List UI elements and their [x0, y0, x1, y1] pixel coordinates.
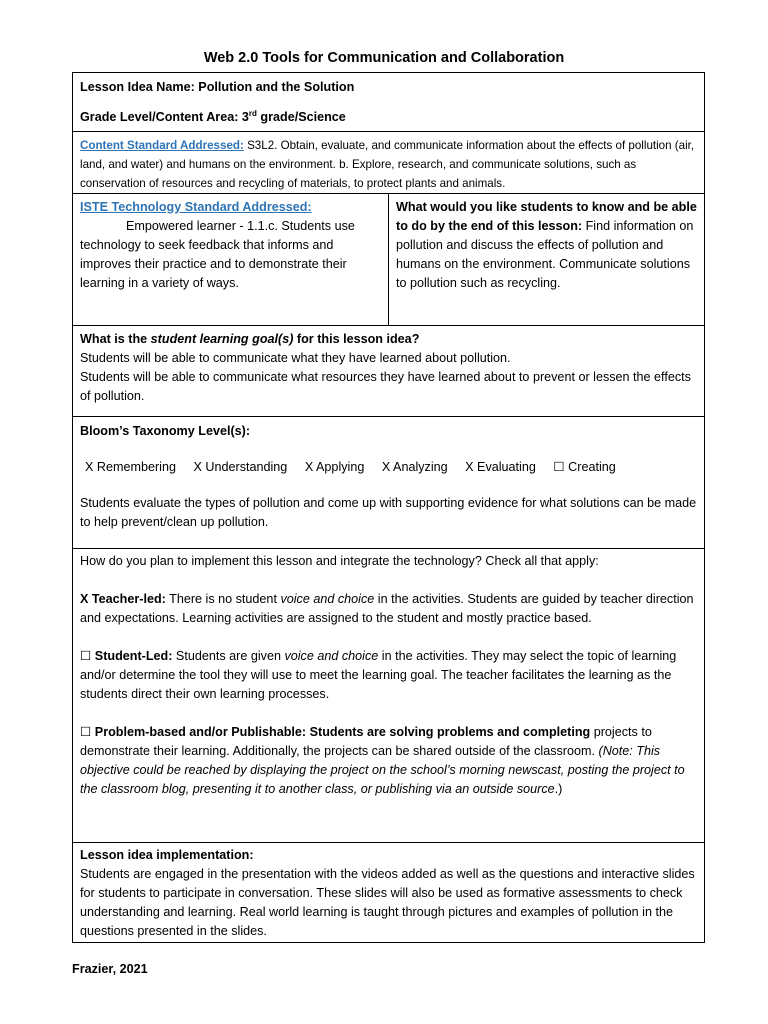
know-text: Find information on pollution and discuss the effects of pollution and humans on the environment. Communicate solutions to pollution such as recycling.: [396, 219, 694, 290]
problem-based-option: ☐ Problem-based and/or Publishable: Students are solving problems and completing projects to demonstrate their learning. Additionally, the projects can be shared outside of the classroom. (Note: This objective could be reached by displaying the project on the school’s morning newscast, posting the project to the classroom blog, presenting it to another class, or publishing via an outside source.): [80, 725, 685, 796]
content-standard-text: S3L2. Obtain, evaluate, and communicate information about the effects of pollution (air, land, and water) and humans on the environment. b. Explore, research, and communicate solutions, such as conservation of resources and recycling of materials, to protect plants and animals.: [80, 139, 695, 190]
implementation-label: Lesson idea implementation:: [80, 848, 254, 862]
blooms-description: Students evaluate the types of pollution and come up with supporting evidence for what solutions can be made to help prevent/clean up pollution.: [80, 496, 697, 529]
document-title: Web 2.0 Tools for Communication and Collaboration: [203, 50, 565, 66]
iste-standard-label[interactable]: ISTE Technology Standard Addressed:: [80, 200, 312, 214]
content-standard-label[interactable]: Content Standard Addressed:: [80, 139, 244, 152]
student-led-option: ☐ Student-Led: Students are given voice and choice in the activities. They may select the topic of learning and/or determine the tool they will use to meet the learning goal. The teacher facilitates the learning as the students direct their own learning processes.: [80, 649, 677, 701]
learning-goal-2: Students will be able to communicate what resources they have learned about to prevent or lessen the effects of pollution.: [80, 370, 691, 403]
blooms-level: ☐ Creating: [553, 460, 616, 474]
blooms-level: X Analyzing: [381, 460, 448, 474]
content-standard-row: [73, 132, 705, 194]
blooms-row: [73, 417, 705, 549]
lesson-info-row: [73, 73, 705, 132]
grade-level: Grade Level/Content Area: 3rd grade/Science: [80, 108, 346, 124]
blooms-level: X Applying: [304, 460, 365, 474]
iste-standard-text: Empowered learner - 1.1.c. Students use technology to seek feedback that informs and improves their practice and to demonstrate their learning in a variety of ways.: [80, 219, 355, 290]
blooms-level: X Understanding: [193, 460, 288, 474]
standards-row: [73, 194, 705, 326]
learning-goal-label: What is the student learning goal(s) for this lesson idea?: [80, 332, 420, 346]
blooms-levels: [80, 458, 697, 477]
footer-author: Frazier, 2021: [72, 962, 148, 976]
learning-goal-1: Students will be able to communicate what they have learned about pollution.: [80, 351, 511, 365]
implementation-plan-row: [73, 549, 705, 843]
know-label: What would you like students to know and be able to do by the end of this lesson:: [396, 200, 697, 233]
blooms-label: Bloom’s Taxonomy Level(s):: [80, 424, 251, 438]
learning-goal-row: [73, 326, 705, 417]
implementation-question: How do you plan to implement this lesson and integrate the technology? Check all that apply:: [80, 554, 599, 568]
teacher-led-option: X Teacher-led: There is no student voice and choice in the activities. Students are guided by teacher direction and expectations. Learning activities are assigned to the student and mostly practice based.: [80, 592, 694, 625]
blooms-level: X Evaluating: [465, 460, 536, 474]
implementation-text: Students are engaged in the presentation with the videos added as well as the questions and interactive slides for students to participate in conversation. These slides will also be used as formative assessments to check understanding and learning. Real world learning is taught through pictures and examples of pollution in the questions presented in the slides.: [80, 867, 695, 938]
lesson-table: [72, 72, 705, 943]
lesson-name: Lesson Idea Name: Pollution and the Solution: [80, 80, 355, 94]
lesson-implementation-row: [73, 843, 705, 943]
blooms-level: X Remembering: [85, 460, 176, 474]
